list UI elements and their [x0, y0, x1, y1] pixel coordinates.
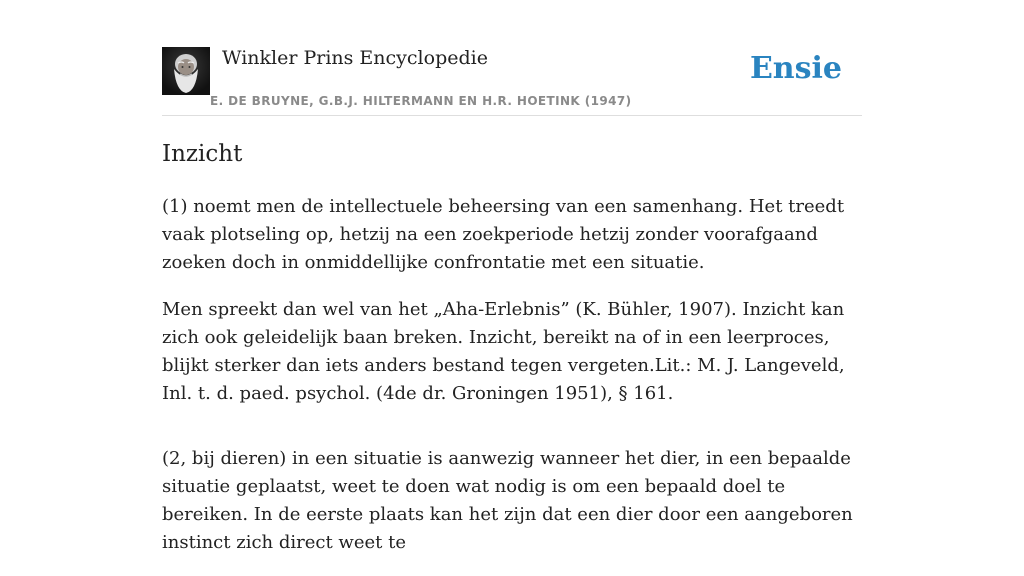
paragraph-3: (2, bij dieren) in een situatie is aanwezig wanneer het dier, in een bepaalde situatie geplaatst, weet te doen wat nodig is om een bepaald doel te bereiken. In de eerste plaats kan het zijn dat een dier door een aangeboren instinct zich direct weet te [162, 448, 853, 553]
source-title[interactable]: Winkler Prins Encyclopedie [222, 47, 488, 69]
page [162, 0, 862, 553]
paragraph-1: (1) noemt men de intellectuele beheersing van een samenhang. Het treedt vaak plotseling op, hetzij na een zoekperiode hetzij zonder voorafgaand zoeken doch in onmiddellijke confrontatie met een situatie. [162, 196, 845, 273]
page-title: Inzicht [162, 141, 243, 167]
brand-logo[interactable]: Ensie [749, 51, 842, 86]
avatar [162, 47, 210, 95]
authors-line: E. DE BRUYNE, G.B.J. HILTERMANN EN H.R. HOETINK (1947) [210, 94, 632, 108]
entry-header [162, 0, 862, 116]
bearded-man-portrait-icon [162, 47, 210, 95]
article-body [162, 193, 862, 576]
paragraph-2: Men spreekt dan wel van het „Aha-Erlebnis” (K. Bühler, 1907). Inzicht kan zich ook geleidelijk baan breken. Inzicht, bereikt na of in een leerproces, blijkt sterker dan iets anders bestand tegen vergeten.Lit.: M. J. Langeveld, Inl. t. d. paed. psychol. (4de dr. Groningen 1951), § 161. [162, 299, 845, 404]
